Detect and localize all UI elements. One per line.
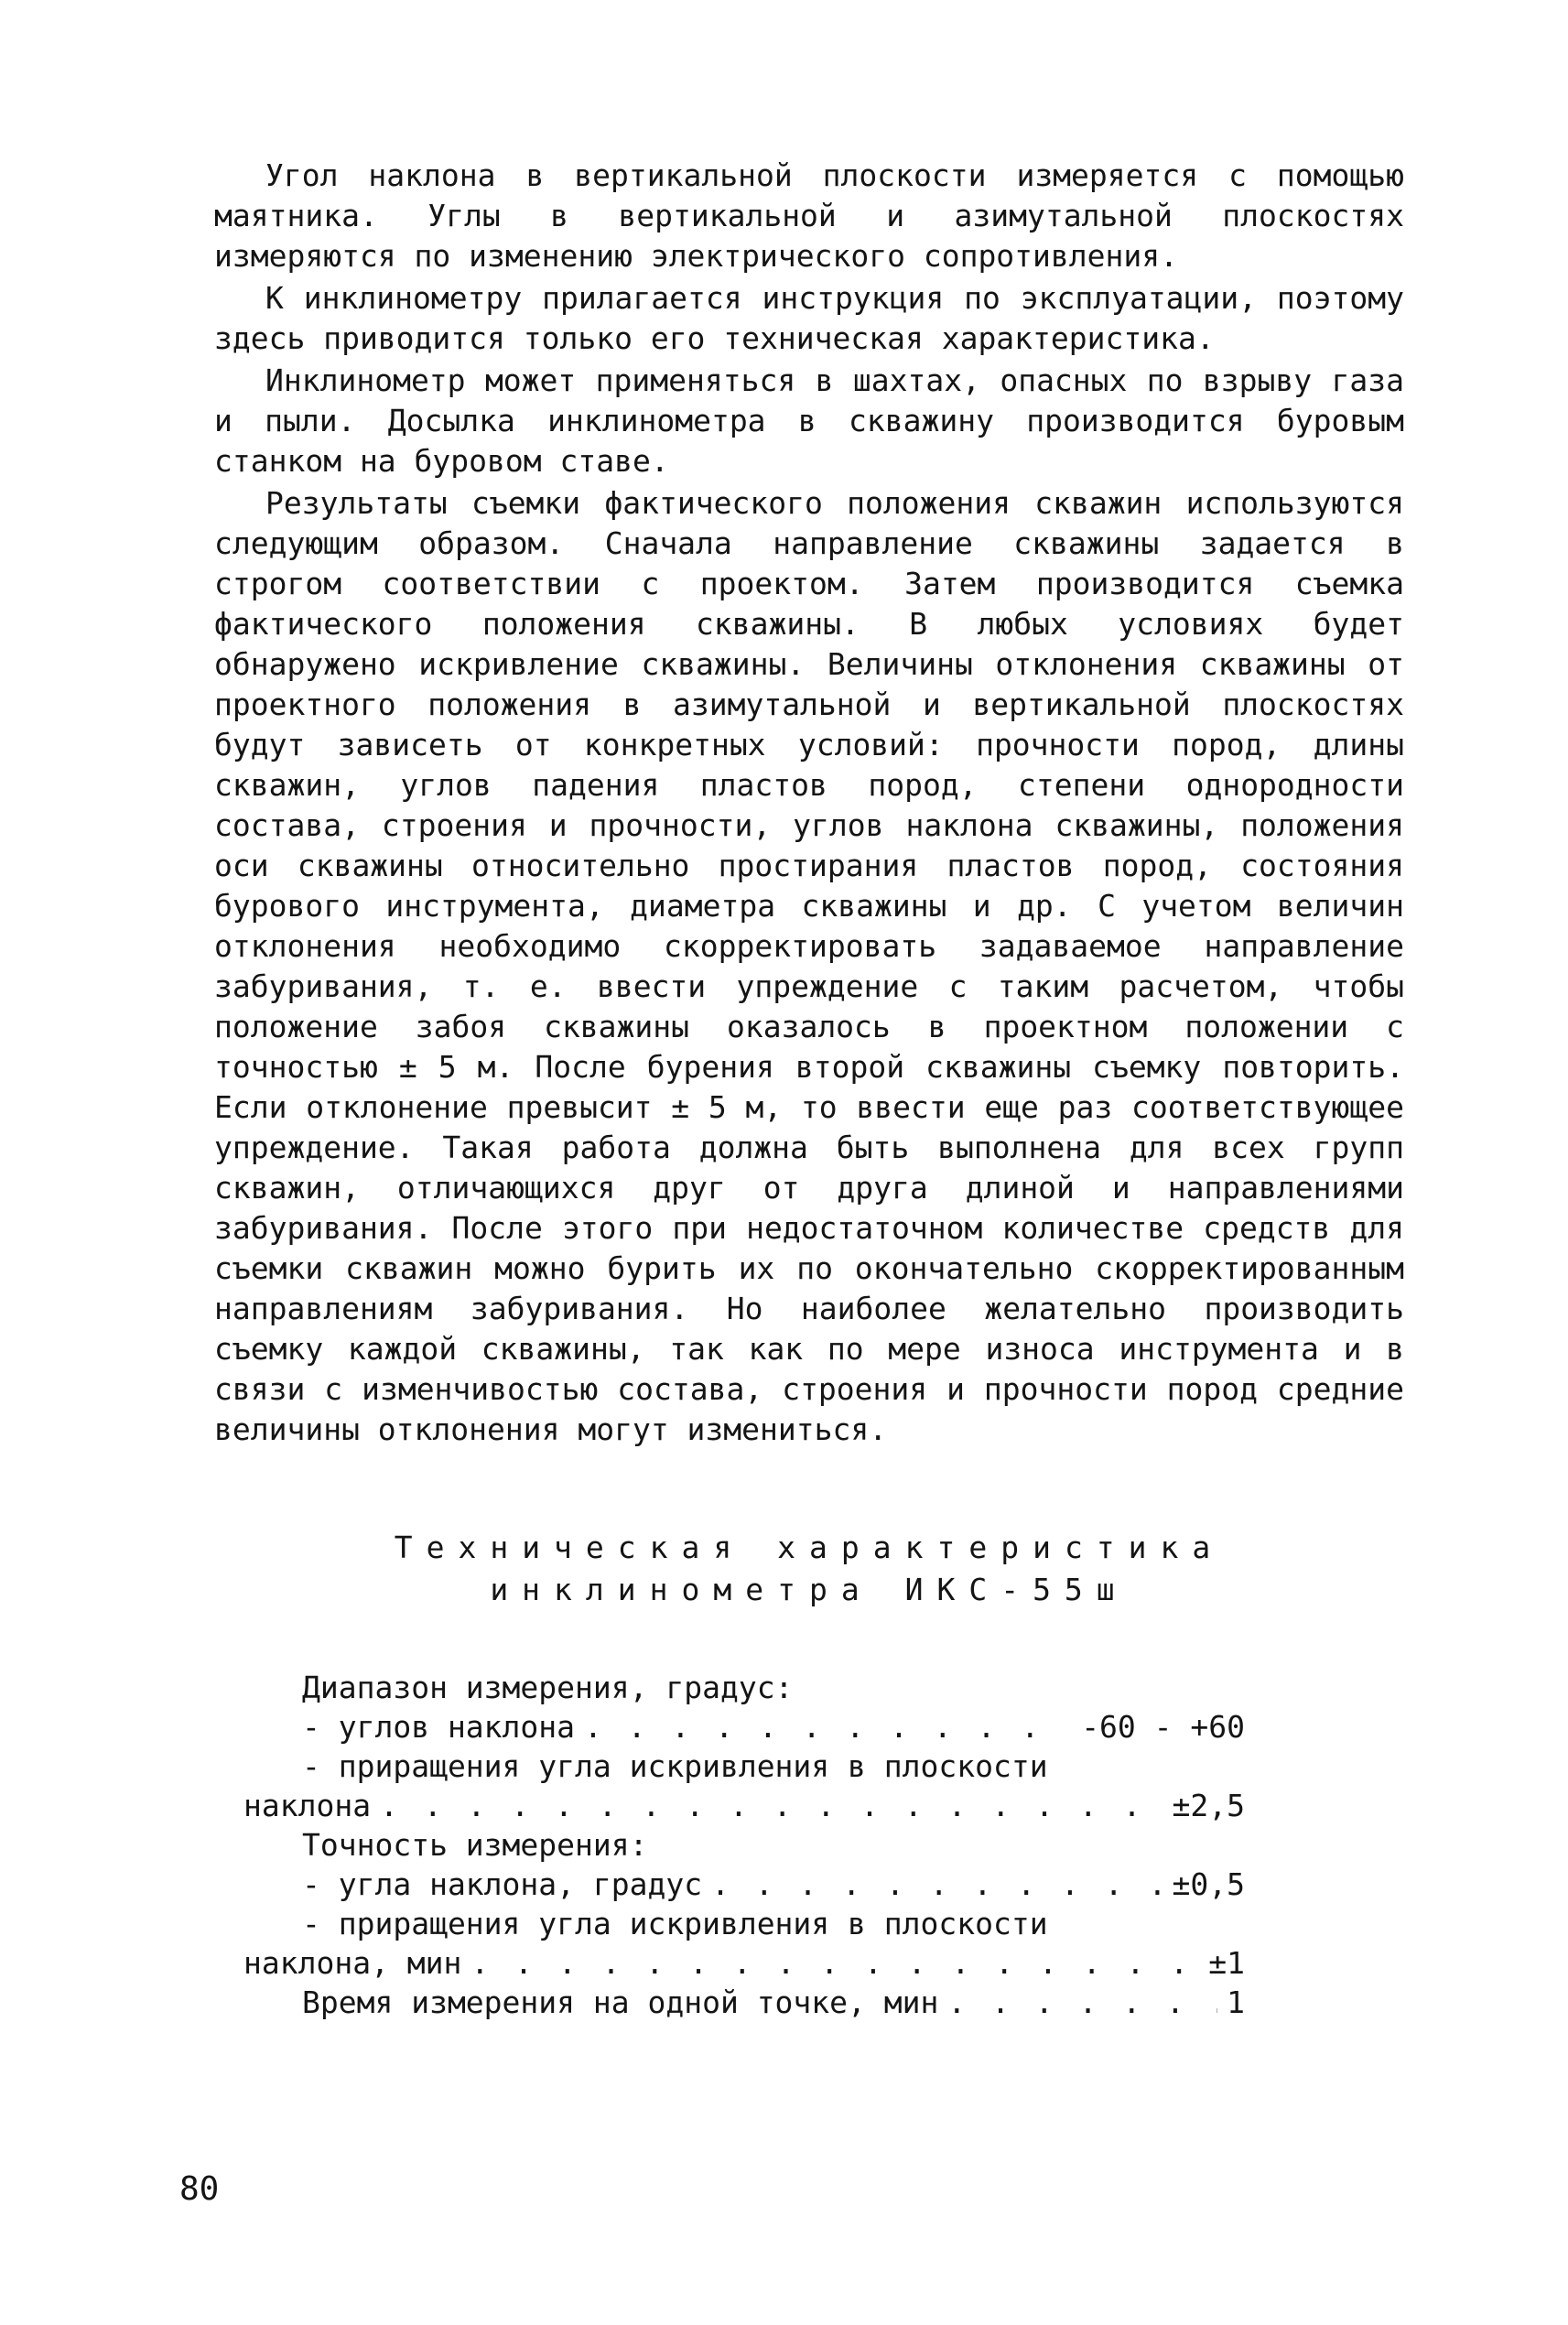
spec-range-incr-line1 bbox=[302, 1746, 1245, 1786]
spec-range-incr-line2 bbox=[243, 1786, 1245, 1825]
spec-label: наклона bbox=[243, 1788, 372, 1823]
spec-range-title bbox=[302, 1668, 1245, 1707]
dot-leader bbox=[470, 1943, 1199, 1983]
spec-range-title-text: Диапазон измерения, градус: bbox=[302, 1670, 794, 1705]
dot-leader bbox=[711, 1865, 1162, 1904]
spec-label: - углов наклона bbox=[302, 1709, 576, 1745]
spec-label: - приращения угла искривления в плоскости bbox=[302, 1906, 1048, 1941]
spec-value: ±0,5 bbox=[1172, 1866, 1245, 1902]
dot-leader bbox=[380, 1786, 1162, 1825]
spec-accuracy-incr-line1 bbox=[302, 1904, 1245, 1943]
spec-label: наклона, мин bbox=[243, 1945, 462, 1981]
spec-list bbox=[243, 1668, 1245, 2022]
page-number: 80 bbox=[179, 2170, 220, 2208]
heading-line-2: инклинометра ИКС-55ш bbox=[490, 1572, 1129, 1607]
paragraph-pendulum: Угол наклона в вертикальной плоскости измеряется с помощью маятника. Углы в вертикальной и азимутальной плоскостях измеряются по изменению электрического сопротивления. bbox=[214, 157, 1404, 274]
dot-leader bbox=[947, 1983, 1217, 2022]
spec-label: - приращения угла искривления в плоскости bbox=[302, 1748, 1048, 1784]
section-heading bbox=[214, 1527, 1404, 1611]
paragraph-survey-results: Результаты съемки фактического положения скважин используются следующим образом. Сначала направление скважины задается в строгом соответствии с проектом. Затем производится съемка фактического положения скважины. В любых условиях будет обнаружено искривление скважины. Величины отклонения скважины от проектного положения в азимутальной и вертикальной плоскостях будут зависеть от конкретных условий: прочности пород, длины скважин, углов падения пластов пород, степени однородности состава, строения и прочности, углов наклона скважины, положения оси скважины относительно простирания пластов пород, состояния бурового инструмента, диаметра скважины и др. С учетом величин отклонения необходимо скорректировать задаваемое направление забуривания, т. е. ввести упреждение с таким расчетом, чтобы положение забоя скважины оказалось в проектном положении с точностью ± 5 м. После бурения второй скважины съемку повторить. Если отклонение превысит ± 5 м, то ввести еще раз соответствующее упреждение. Такая работа должна быть выполнена для всех групп скважин, отличающихся друг от друга длиной и направлениями забуривания. После этого при недостаточном количестве средств для съемки скважин можно бурить их по окончательно скорректированным направлениям забуривания. Но наиболее желательно производить съемку каждой скважины, так как по мере износа инструмента и в связи с изменчивостью состава, строения и прочности пород средние величины отклонения могут измениться. bbox=[214, 485, 1404, 1447]
spec-accuracy-title bbox=[302, 1825, 1245, 1865]
paragraph-instruction: К инклинометру прилагается инструкция по эксплуатации, поэтому здесь приводится только его техническая характеристика. bbox=[214, 280, 1404, 356]
heading-line-1: Техническая характеристика bbox=[394, 1530, 1225, 1565]
spec-value: 1 bbox=[1227, 1984, 1245, 2020]
spec-value: -60 - +60 bbox=[1081, 1709, 1245, 1745]
spec-label: Время измерения на одной точке, мин bbox=[302, 1984, 939, 2020]
body-text bbox=[214, 156, 1404, 1452]
spec-value: ±1 bbox=[1208, 1945, 1245, 1981]
spec-label: - угла наклона, градус bbox=[302, 1866, 703, 1902]
spec-accuracy-title-text: Точность измерения: bbox=[302, 1827, 648, 1863]
spec-range-angle bbox=[302, 1707, 1245, 1746]
dot-leader bbox=[584, 1707, 1072, 1746]
spec-accuracy-angle bbox=[302, 1865, 1245, 1904]
spec-time bbox=[302, 1983, 1245, 2022]
spec-accuracy-incr-line2 bbox=[243, 1943, 1245, 1983]
paragraph-mines: Инклинометр может применяться в шахтах, опасных по взрыву газа и пыли. Досылка инклинометра в скважину производится буровым станком на буровом ставе. bbox=[214, 362, 1404, 479]
spec-value: ±2,5 bbox=[1172, 1788, 1245, 1823]
